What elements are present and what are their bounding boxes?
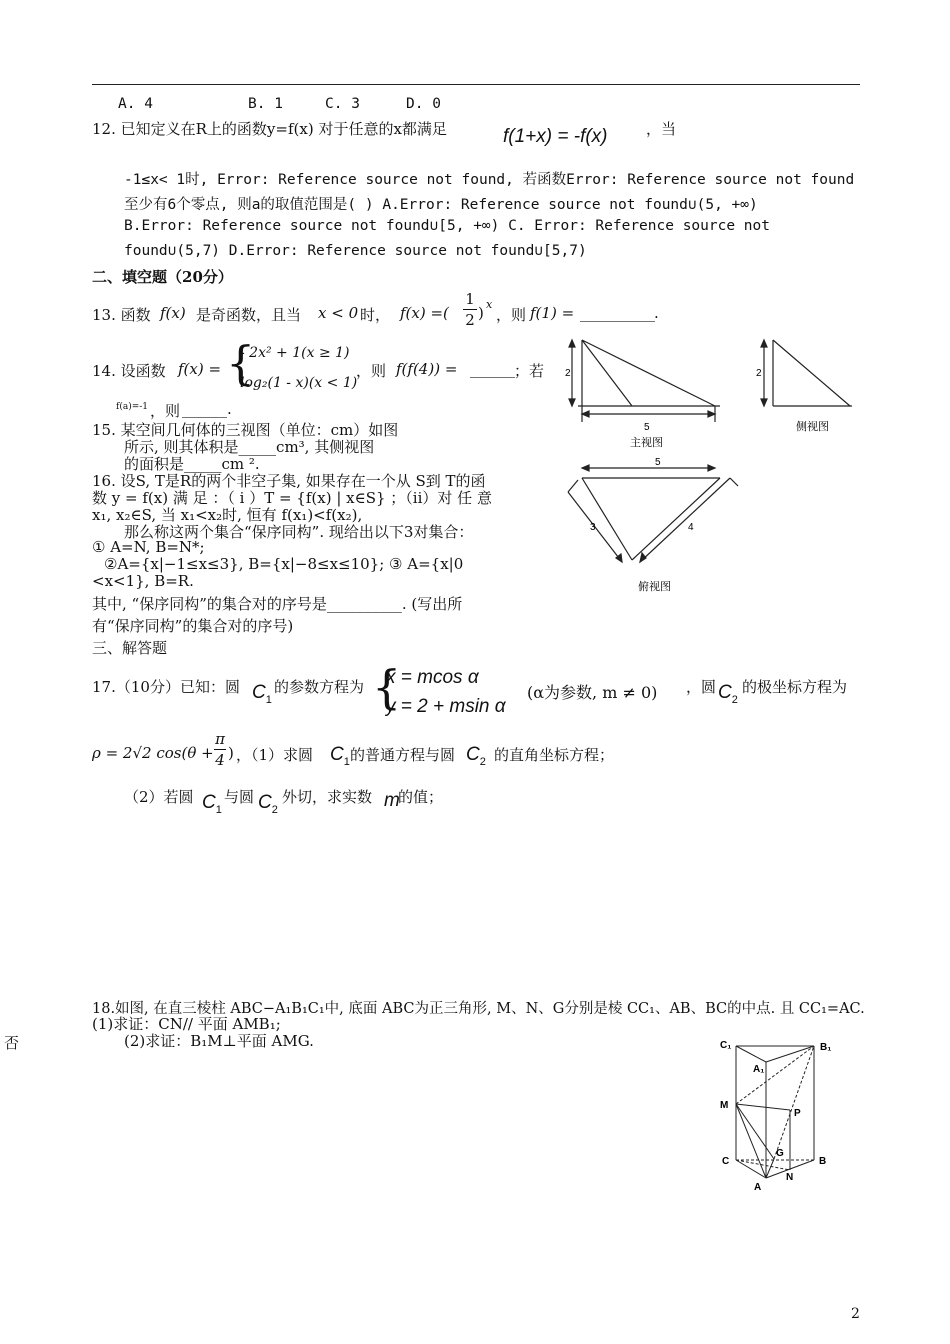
q12-formula: f(1+x) = -f(x) [503,126,608,147]
q18-line3: (2)求证：B₁M⊥平面 AMG. [124,1032,314,1050]
top-dim-4: 4 [688,522,694,533]
label-P: P [794,1108,801,1119]
label-B1: B₁ [820,1042,832,1053]
q14-brace: { [226,336,256,390]
q18-line1: 18.如图, 在直三棱柱 ABC−A₁B₁C₁中, 底面 ABC为正三角形, M、N、G分别是棱 CC₁、AB、BC的中点. 且 CC₁=AC. [92,1001,865,1017]
q17-param: (α为参数, m ≠ 0) [527,683,658,702]
q16-line1: 16. 设S, T是R的两个非空子集, 如果存在一个从 S到 T的函 [92,472,486,490]
q11-choice-c: C. 3 [325,96,360,112]
label-N: N [786,1172,794,1183]
front-dim-2: 2 [565,368,571,379]
q16-line5: ① A=N, B=N*; [92,538,205,556]
q17-part1-c1: $C_1$ [330,744,350,768]
q14-blank2: ______. [182,400,232,418]
top-view-label: 俯视图 [638,581,671,593]
q17-eq1: x = mcos α [386,667,479,688]
q14-line2: ，则 [150,402,181,420]
q17-part1b: 的普通方程与圆 [350,746,456,764]
q13-frac-num: 1 [465,290,475,308]
q11-choice-b: B. 1 [248,96,283,112]
q13-cond: x < 0 [318,304,359,322]
q15-line3: 的面积是_____cm ². [124,455,260,473]
top-dim-3: 3 [590,522,596,533]
q17-end: 的极坐标方程为 [742,678,848,696]
q15-line2: 所示, 则其体积是_____cm³, 其侧视图 [124,438,375,456]
q11-choice-d: D. 0 [406,96,441,112]
q17-c2: $C_2$ [718,682,738,706]
q12-stem: 12. 已知定义在R上的函数y=f(x) 对于任意的x都满足 [92,120,447,138]
q13-pre: 13. 函数 [92,306,151,324]
section-title-fill-in: 二、填空题（20分） [92,268,233,286]
three-view-figure [560,330,860,600]
q17-part1c: 的直角坐标方程； [494,746,615,764]
q14-blank: ______ [470,360,515,378]
q13-blank: __________ [580,304,655,322]
q14-fx: f(x) = [178,360,222,378]
q17-part2d: 的值； [398,788,444,806]
q17-brace: { [372,660,402,714]
q13-mid1: 是奇函数，且当 [196,306,302,324]
q17-part2b: 与圆 [224,788,255,806]
q17-eq2: y = 2 + msin α [386,696,506,717]
side-dim-2: 2 [756,368,762,379]
q16-line9: 有“保序同构”的集合对的序号) [92,617,294,635]
q17-part2a: （2）若圆 [124,788,194,806]
label-A1: A₁ [753,1064,765,1075]
q16-line8: 其中, “保序同构”的集合对的序号是__________. (写出所 [92,595,463,613]
q12-line4: B.Error: Reference source not found∪[5, +∞) C. Error: Reference source not [124,218,771,234]
q12-after: ，当 [646,120,677,138]
q11-choice-a: A. 4 [118,96,153,112]
page-number: 2 [851,1306,860,1322]
q12-line5: found∪(5,7) D.Error: Reference source not found∪[5,7) [124,243,587,259]
q13-f2: f(x) =( [400,304,449,322]
q17-part2-c1: $C_1$ [202,792,222,816]
q17-mid2: ，圆 [686,678,717,696]
q13-f3: f(1) = [530,304,575,322]
margin-char: 否 [4,1034,20,1052]
top-dim-5: 5 [655,457,661,468]
q13-f1: f(x) [160,304,186,322]
label-G: G [776,1148,784,1159]
q17-mid: 的参数方程为 [274,678,365,696]
q16-line2: 数 y = f(x) 满 足 ：（ i ）T = {f(x) | x∈S} ；（ii）对 任 意 [92,489,492,507]
q17-c1: $C_1$ [252,682,272,706]
q17-pi-frac [214,730,226,769]
q17-pre: 17.（10分）已知：圆 [92,678,240,696]
label-C: C [722,1156,730,1167]
q17-rho: ρ = 2√2 cos(θ + [92,744,214,762]
q17-part1-c2: $C_2$ [466,744,486,768]
q15-line1: 15. 某空间几何体的三视图（单位：cm）如图 [92,421,399,439]
q13-fraction [463,290,477,329]
q13-frac-den: 2 [465,311,475,329]
q16-line3: x₁, x₂∈S, 当 x₁<x₂时, 恒有 f(x₁)<f(x₂), [92,506,363,524]
q16-line7: <x<1}, B=R. [92,572,194,590]
q18-line2: (1)求证：CN// 平面 AMB₁; [92,1015,281,1033]
q16-line6: ②A={x|−1≤x≤3}, B={x|−8≤x≤10}; ③ A={x|0 [104,555,464,573]
q17-pi: π [215,730,225,748]
label-A: A [754,1182,762,1193]
prism-figure [716,1034,846,1194]
front-view [569,340,720,422]
q17-part1a: ，（1）求圆 [236,746,314,764]
q14-mid: ，则 [356,362,387,380]
q17-m: m [384,790,400,811]
side-view-label: 侧视图 [796,421,829,433]
q13-exp: x [486,298,493,311]
q13-end: . [654,304,659,322]
q14-case2: log₂(1 - x)(x < 1) [240,375,358,391]
top-rule [92,84,860,85]
side-view [761,340,852,406]
q17-rho-end: ) [228,744,234,762]
q12-line3: 至少有6个零点, 则a的取值范围是( ) A.Error: Reference source not found∪(5, +∞) [124,197,758,213]
label-M: M [720,1100,729,1111]
label-B: B [819,1156,827,1167]
q17-part2-c2: $C_2$ [258,792,278,816]
q14-line2-tiny: f(a)=-1 [116,402,149,412]
q14-end: ；若 [514,362,545,380]
q14-ffx: f(f(4)) = [396,360,458,378]
label-C1: C₁ [720,1040,732,1051]
q12-line2: -1≤x< 1时, Error: Reference source not found, 若函数Error: Reference source not found [124,172,855,188]
front-dim-5: 5 [644,422,650,433]
q14-pre: 14. 设函数 [92,362,166,380]
q17-four: 4 [215,751,225,769]
q14-case1: - 2x² + 1(x ≥ 1) [240,345,350,361]
q17-part2c: 外切，求实数 [282,788,373,806]
top-view [568,465,738,562]
front-view-label: 主视图 [630,437,663,449]
q13-mid3: ，则 [496,306,527,324]
q13-after: ) [478,304,484,322]
q16-line4: 那么称这两个集合“保序同构”. 现给出以下3对集合： [124,523,474,541]
section-title-solutions: 三、解答题 [92,639,168,657]
q13-mid2: 时， [360,306,391,324]
